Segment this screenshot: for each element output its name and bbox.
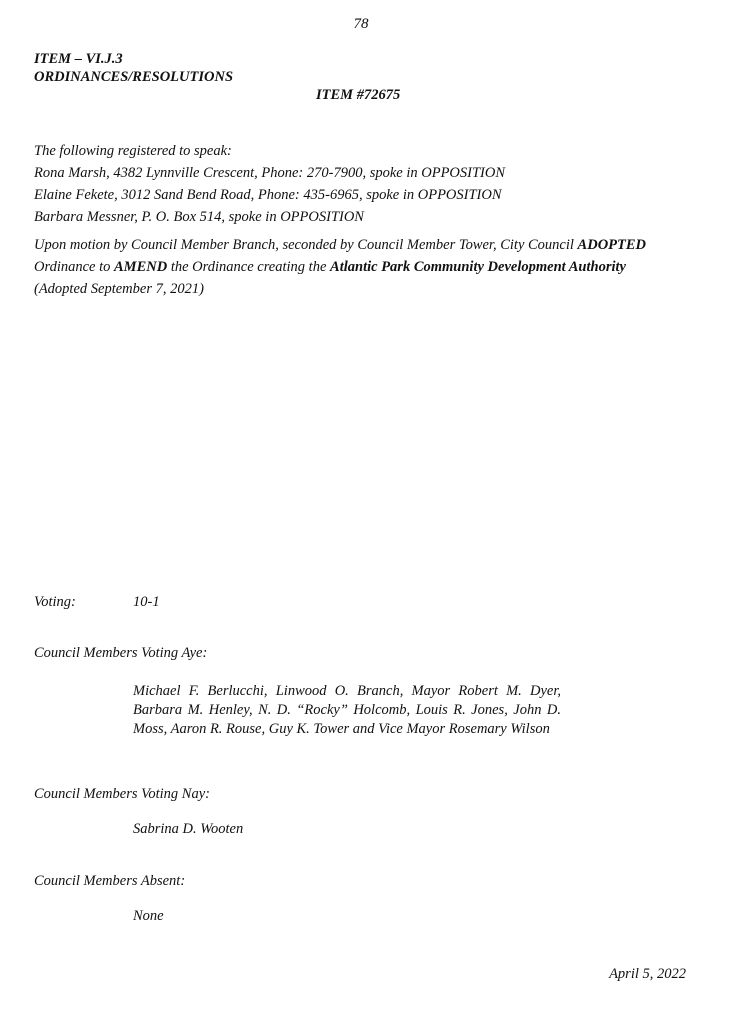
speakers-section [34, 140, 505, 228]
motion-paragraph [34, 234, 694, 300]
speaker-entry: Elaine Fekete, 3012 Sand Bend Road, Phone: 435-6965, spoke in OPPOSITION [34, 187, 502, 203]
voting-label: Voting: [34, 594, 76, 610]
absent-names: None [133, 908, 164, 924]
speaker-entry: Barbara Messner, P. O. Box 514, spoke in OPPOSITION [34, 209, 364, 225]
motion-adopted: ADOPTED [577, 237, 647, 253]
page-number: 78 [353, 16, 369, 32]
absent-label: Council Members Absent: [34, 873, 186, 889]
voting-result: 10-1 [133, 594, 160, 610]
speaker-entry: Rona Marsh, 4382 Lynnville Crescent, Phone: 270-7900, spoke in OPPOSITION [34, 165, 506, 181]
item-id: ITEM – VI.J.3 [34, 51, 123, 67]
motion-text: the Ordinance creating the [167, 259, 331, 275]
nay-names: Sabrina D. Wooten [133, 821, 244, 837]
motion-text: Upon motion by Council Member Branch, seconded by Council Member Tower, City Council [34, 237, 578, 253]
motion-authority: Atlantic Park Community Development Authority [330, 259, 626, 275]
item-number: ITEM #72675 [316, 87, 401, 103]
aye-names: Michael F. Berlucchi, Linwood O. Branch, Mayor Robert M. Dyer, Barbara M. Henley, N. D. “Rocky” Holcomb, Louis R. Jones, John D. Moss, Aaron R. Rouse, Guy K. Tower and Vice Mayor Rosemary Wilson [133, 683, 561, 737]
item-category: ORDINANCES/RESOLUTIONS [34, 69, 234, 85]
motion-amend: AMEND [114, 259, 168, 275]
nay-label: Council Members Voting Nay: [34, 786, 210, 802]
aye-label: Council Members Voting Aye: [34, 645, 208, 661]
motion-text: Ordinance to [34, 259, 115, 275]
meeting-date: April 5, 2022 [609, 966, 686, 982]
motion-adopted-note: (Adopted September 7, 2021) [34, 281, 204, 297]
speakers-intro: The following registered to speak: [34, 143, 232, 159]
